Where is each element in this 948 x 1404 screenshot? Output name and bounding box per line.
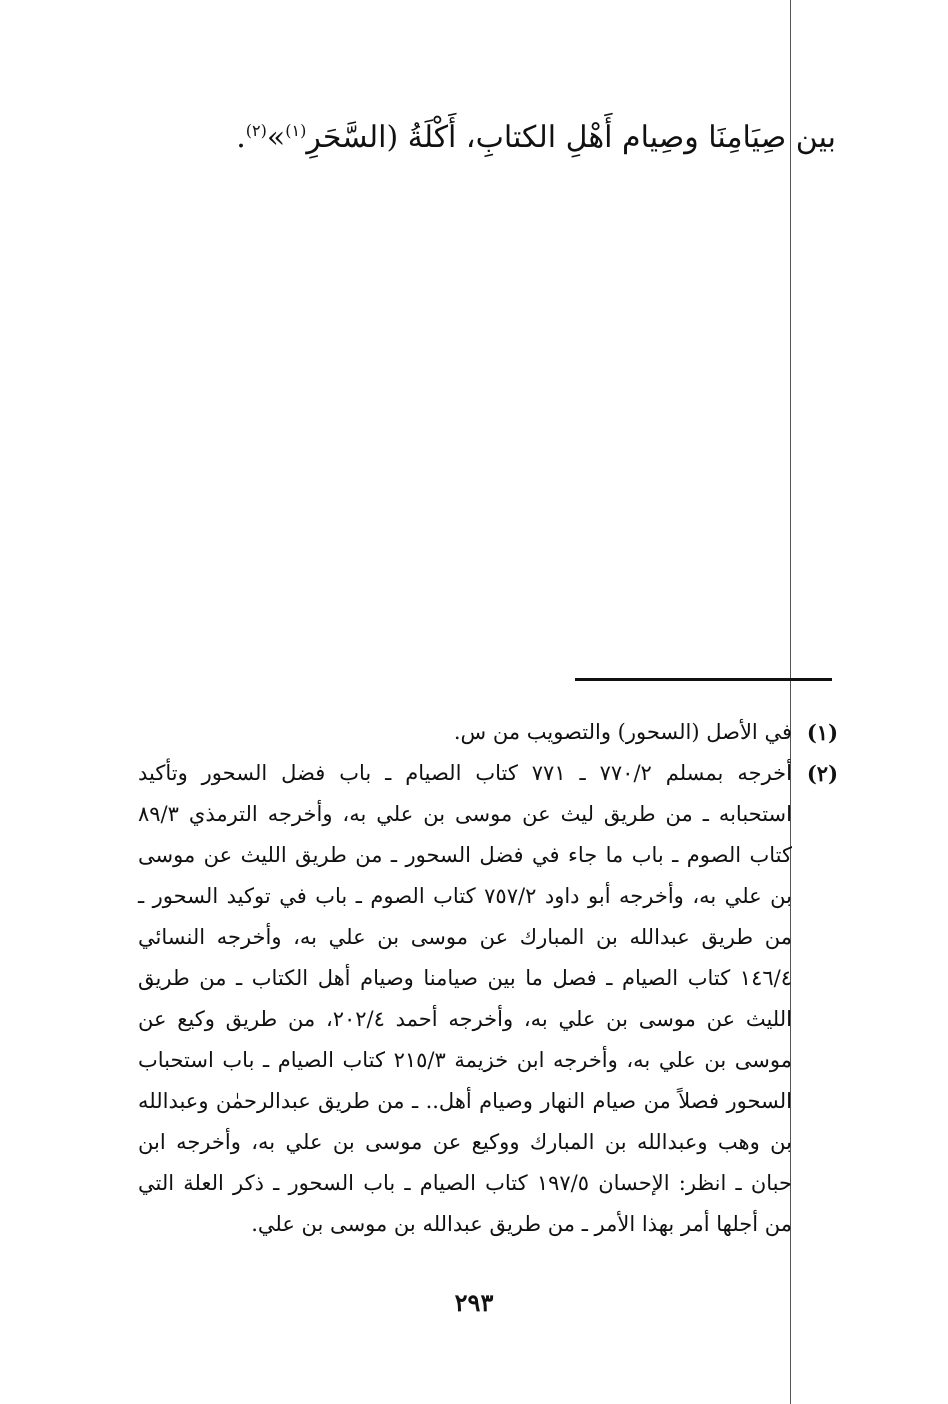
main-text-body: بين صِيَامِنَا وصِيام أَهْلِ الكتابِ، أَكْلَةُ (السَّحَرِ bbox=[306, 120, 836, 155]
footnote-text: في الأصل (السحور) والتصويب من س. bbox=[453, 720, 792, 744]
footnote-separator bbox=[575, 678, 832, 681]
footnotes bbox=[138, 712, 838, 1245]
quote-close: » bbox=[266, 120, 286, 155]
main-text bbox=[196, 118, 836, 157]
page-number: ٢٩٣ bbox=[454, 1288, 494, 1317]
footnote-number: (١) bbox=[806, 720, 838, 745]
sentence-end: . bbox=[236, 120, 246, 155]
footnote-1 bbox=[138, 712, 838, 753]
footnote-ref-2: (٢) bbox=[245, 121, 267, 140]
footnote-number: (٢) bbox=[806, 761, 838, 786]
footnote-ref-1: (١) bbox=[285, 121, 307, 140]
footnote-2 bbox=[138, 753, 838, 1245]
footnote-text: أخرجه بمسلم ٧٧٠/٢ ـ ٧٧١ كتاب الصيام ـ باب فضل السحور وتأكيد استحبابه ـ من طريق ليث عن موسى بن علي به، وأخرجه الترمذي ٨٩/٣ كتاب الصوم ـ باب ما جاء في فضل السحور ـ من طريق الليث عن موسى بن علي به، وأخرجه أبو داود ٧٥٧/٢ كتاب الصوم ـ باب في توكيد السحور ـ من طريق عبدالله بن المبارك عن موسى بن علي به، وأخرجه النسائي ١٤٦/٤ كتاب الصيام ـ فصل ما بين صيامنا وصيام أهل الكتاب ـ من طريق الليث عن موسى بن علي به، وأخرجه أحمد ٢٠٢/٤، من طريق وكيع عن موسى بن علي به، وأخرجه ابن خزيمة ٢١٥/٣ كتاب الصيام ـ باب استحباب السحور فصلاً من صيام النهار وصيام أهل.. ـ من طريق عبدالرحمٰن وعبدالله بن وهب وعبدالله بن المبارك ووكيع عن موسى بن علي به، وأخرجه ابن حبان ـ انظر: الإحسان ١٩٧/٥ كتاب الصيام ـ باب السحور ـ ذكر العلة التي من أجلها أمر بهذا الأمر ـ من طريق عبدالله بن موسى بن علي. bbox=[138, 761, 792, 1236]
